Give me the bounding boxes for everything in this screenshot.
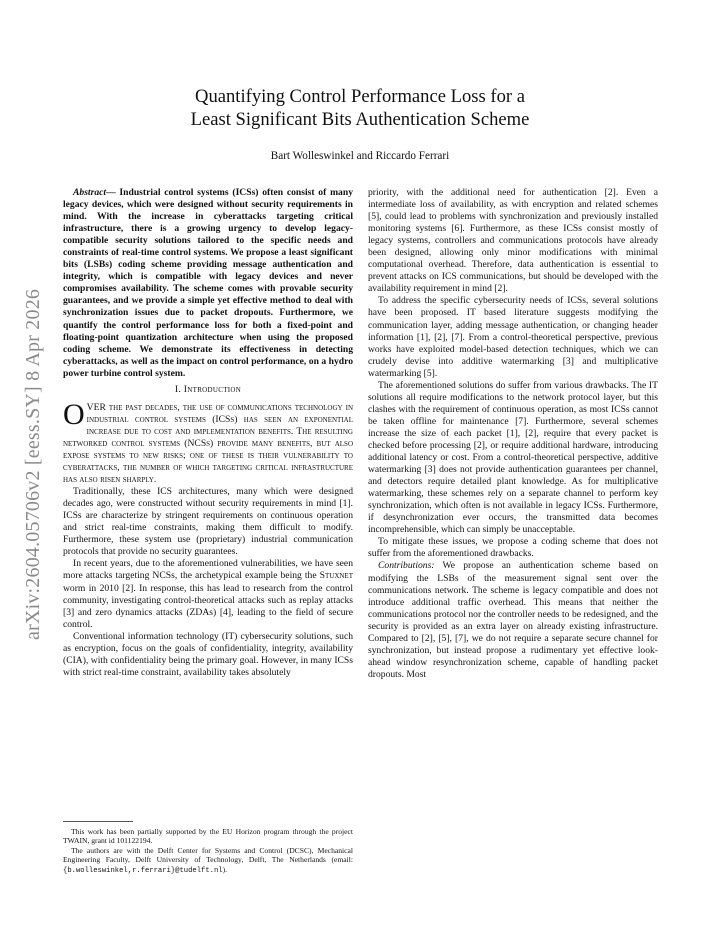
abstract [63, 187, 353, 380]
author-emails: {b.wolleswinkel,r.ferrari}@tudelft.nl [63, 866, 223, 875]
intro-paragraph-4: Conventional information technology (IT) cybersecurity solutions, such as encryption, focus on the goals of confidentiality, integrity, availability (CIA), with confidentiality being the primary goal. However, in many ICSs with strict real-time constraint, availability takes absolutely [63, 630, 353, 678]
intro-paragraph-1 [63, 397, 353, 486]
right-paragraph-2: To address the specific cybersecurity needs of ICSs, several solutions have been proposed. IT based literature suggests modifying the communication layer, adding message authentication, or changing header information [1], [2], [7]. From a control-theoretical perspective, previous works have exploited model-based detection techniques, which we can crudely devise into additive watermarking [3] and multiplicative watermarking [5]. [368, 295, 658, 379]
contributions-label: Contributions: [378, 560, 435, 572]
contributions-text: We propose an authentication scheme based on modifying the LSBs of the measurement signal sent over the communications network. The scheme is legacy compatible and does not introduce additional traffic overhead. This means that neither the communications protocol nor the controller needs to be redesigned, and the security is provided as an extra layer on already existing infrastructure. Compared to [2], [5], [7], we do not require a separate secure channel for synchronization, but instead propose a rudimentary yet effective look-ahead window resynchronization scheme, capable of handling packet dropouts. Most [368, 560, 658, 680]
footnote-affiliation-end: ). [222, 864, 228, 874]
title-line-2: Least Significant Bits Authentication Scheme [190, 109, 530, 130]
intro-paragraph-3 [63, 558, 353, 630]
intro-paragraph-3-b: worm in 2010 [2]. In response, this has lead to research from the control community, investigating control-theoretical attacks such as replay attacks [3] and zero dynamics attacks (ZDAs) [4], leading to the field of secure control. [63, 582, 353, 630]
author-list: Bart Wolleswinkel and Riccardo Ferrari [270, 150, 450, 162]
drop-cap: O [63, 397, 85, 431]
stuxnet-term: Stuxnet [319, 570, 353, 582]
intro-paragraph-3-a: In recent years, due to the aforementioned vulnerabilities, we have seen more attacks targeting NCSs, the archetypical example being the [63, 558, 353, 582]
abstract-text: — Industrial control systems (ICSs) often consist of many legacy devices, which were designed without security requirements in mind. With the increase in cyberattacks targeting critical infrastructure, there is a growing urgency to develop legacy-compatible security solutions tailored to the specific needs and constraints of real-time control systems. We propose a least significant bits (LSBs) coding scheme providing message authentication and integrity, which is compatible with legacy devices and never compromises availability. The scheme comes with provable security guarantees, and we provide a simple yet effective method to deal with synchronization issues due to packet dropouts. Furthermore, we quantify the control performance loss for both a fixed-point and floating-point quantization architecture when using the proposed coding scheme. We demonstrate its effectiveness in detecting cyberattacks, as well as the impact on control performance, on a hydro power turbine control system. [63, 187, 353, 379]
arxiv-identifier: arXiv:2604.05706v2 [eess.SY] 8 Apr 2026 [22, 288, 44, 640]
right-paragraph-1: priority, with the additional need for authentication [2]. Even a intermediate loss of availability, as with encryption and related schemes [5], could lead to problems with synchronization and previously installed monitoring systems [6]. Furthermore, as these ICSs consist mostly of legacy systems, controllers and communications protocols have already been designed, allowing only minor modifications with minimal computational overhead. Therefore, data authentication is essential to prevent attacks on ICS communications, but should be developed with the availability requirement in mind [2]. [368, 187, 658, 295]
title-line-1: Quantifying Control Performance Loss for a [195, 86, 525, 107]
right-paragraph-3: The aforementioned solutions do suffer from various drawbacks. The IT solutions all require modifications to the network protocol layer, but this clashes with the requirement of continuous operation, as most ICSs cannot be taken offline for maintenance [7]. Furthermore, several schemes increase the size of each packet [1], [2], require that every packet is checked before processing [2], or require additional hardware, introducing additional latency or cost. From a control-theoretical perspective, additive watermarking [3] does not provide authentication guarantees per channel, and detectors require detailed plant knowledge. As for multiplicative watermarking, these schemes rely on a separate channel to perform key synchronization, which often is not available in legacy ICSs. Furthermore, if desynchronization ever occurs, the transmitted data becomes incomprehensible, which can simply be unacceptable. [368, 379, 658, 536]
footnotes [63, 827, 353, 876]
intro-paragraph-1-text: VER the past decades, the use of communications technology in industrial control systems (ICSs) has seen an exponential increase due to cost and implementation benefits. The resulting networked control systems (NCSs) provide many benefits, but also expose systems to new risks; one of these is their vulnerability to cyberattacks, the number of which targeting critical infrastructure has also risen sharply. [63, 401, 353, 486]
footnote-affiliation-text: The authors are with the Delft Center for Systems and Control (DCSC), Mechanical Engineering Faculty, Delft University of Technology, Delft, The Netherlands (email: [63, 845, 353, 865]
footnote-separator [63, 821, 133, 822]
paper-title [110, 85, 610, 131]
contributions-paragraph [368, 560, 658, 680]
footnote-affiliation [63, 846, 353, 876]
right-column [368, 187, 658, 681]
section-heading-introduction: I. Introduction [174, 383, 242, 395]
left-column [63, 187, 353, 679]
right-paragraph-4: To mitigate these issues, we propose a coding scheme that does not suffer from the aforementioned drawbacks. [368, 536, 658, 560]
abstract-label: Abstract [73, 187, 107, 198]
intro-paragraph-2: Traditionally, these ICS architectures, many which were designed decades ago, were constructed without security requirements in mind [1]. ICSs are characterize by stringent requirements on continuous operation and strict real-time constraints, making them difficult to modify. Furthermore, these system use (proprietary) industrial communication protocols that provide no security guarantees. [63, 486, 353, 558]
footnote-funding: This work has been partially supported by the EU Horizon program through the project TWAIN, grant id 101122194. [63, 827, 353, 846]
